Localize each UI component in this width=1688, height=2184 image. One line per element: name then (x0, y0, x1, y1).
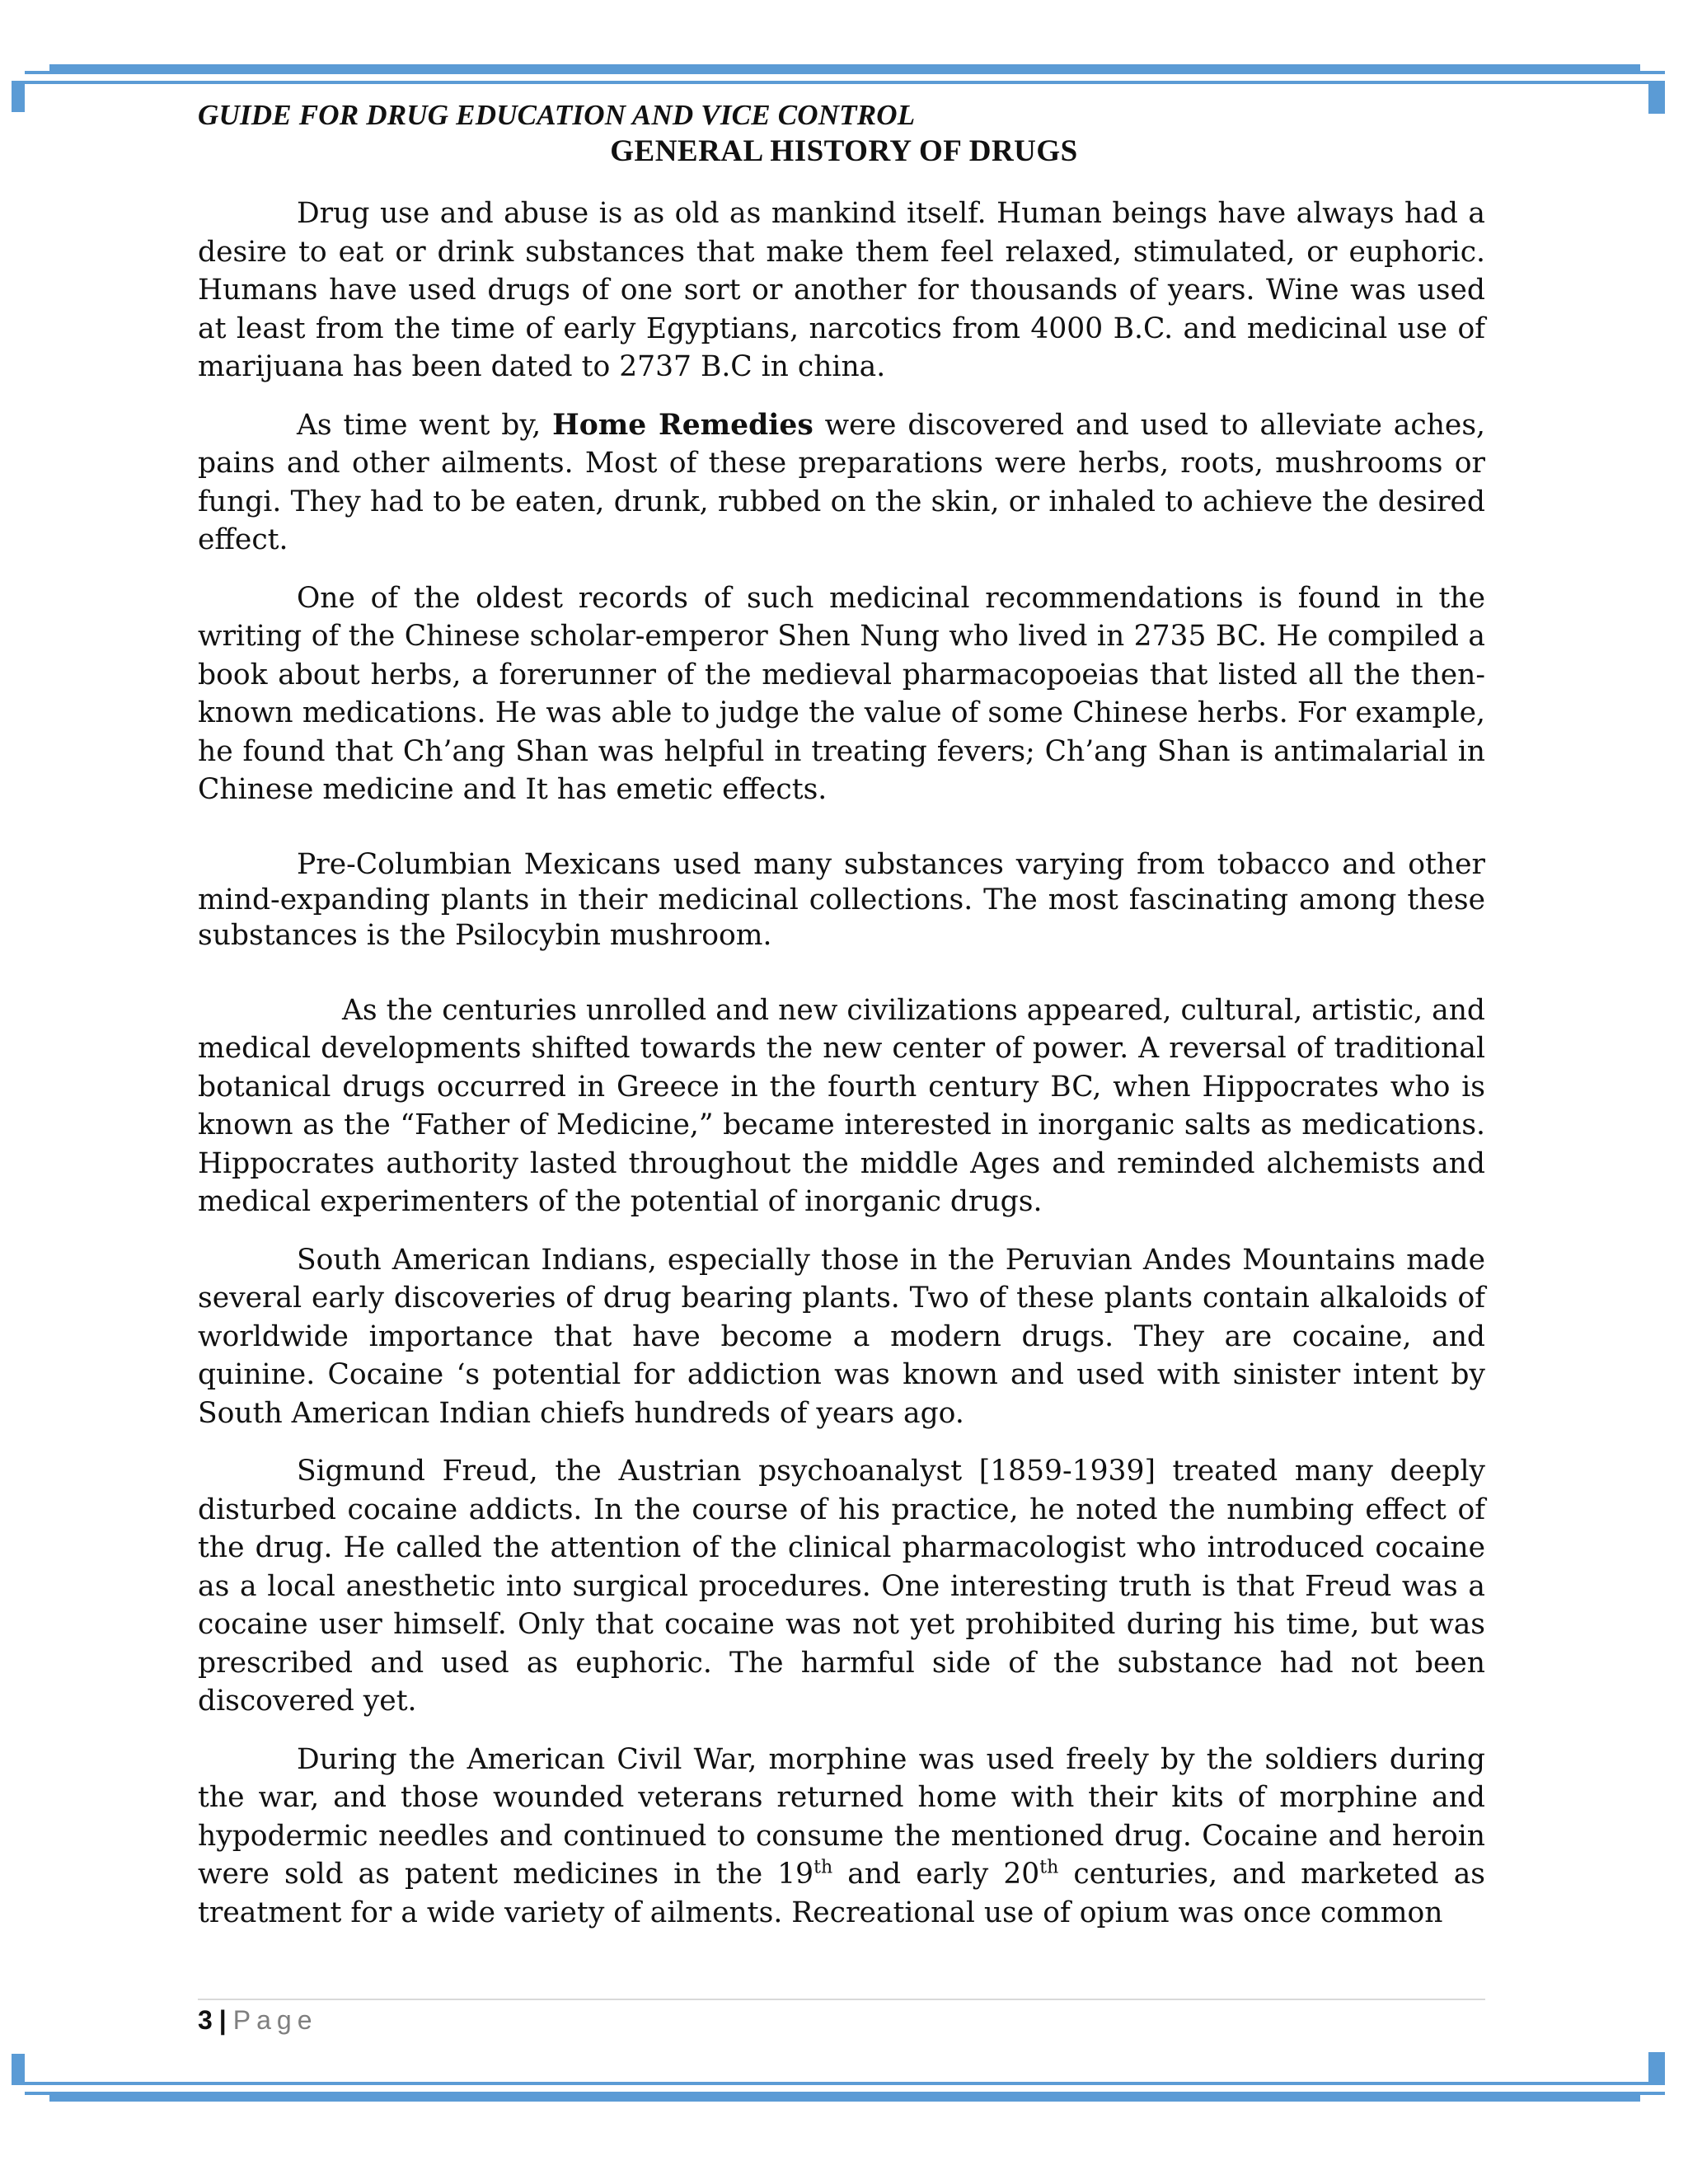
bottom-frame-bar-outer (49, 2092, 1640, 2102)
page-title: GENERAL HISTORY OF DRUGS (610, 134, 1078, 168)
paragraph: Pre-Columbian Mexicans used many substances varying from tobacco and other mind-expanding plants in their medicinal collections. The most fascinating among these substances is the Psilocybin mushroom. (198, 847, 1485, 952)
footer-separator: | (218, 2005, 227, 2035)
top-frame-bar-inner (25, 81, 1665, 84)
paragraph-text: centuries, and marketed as treatment for a wide variety of ailments. Recreational use of opium was once common (198, 1858, 1485, 1929)
paragraph: Drug use and abuse is as old as mankind itself. Human beings have always had a desire to eat or drink substances that make them feel relaxed, stimulated, or euphoric. Humans have used drugs of one sort or another for thousands of years. Wine was used at least from the time of early Egyptians, narcotics from 4000 B.C. and medicinal use of marijuana has been dated to 2737 B.C in china. (198, 197, 1485, 383)
top-frame-left-notch (25, 71, 49, 74)
paragraph (198, 1741, 1485, 1933)
top-frame-left-corner (12, 81, 25, 112)
paragraph: As the centuries unrolled and new civilizations appeared, cultural, artistic, and medical developments shifted towards the new center of power. A reversal of traditional botanical drugs occurred in Greece in the fourth century BC, when Hippocrates who is known as the “Father of Medicine,” became interested in inorganic salts as medications. Hippocrates authority lasted throughout the middle Ages and reminded alchemists and medical experimenters of the potential of inorganic drugs. (198, 993, 1485, 1218)
paragraph-text: During the American Civil War, morphine was used freely by the soldiers during the war, and those wounded veterans returned home with their kits of morphine and hypodermic needles and continued to consume the mentioned drug. Cocaine and heroin were sold as patent medicines in the 19 (198, 1742, 1485, 1891)
top-frame-right-notch (1640, 71, 1665, 74)
superscript: th (1039, 1857, 1059, 1878)
bottom-frame-right-notch (1640, 2092, 1665, 2095)
paragraph-text: As time went by, (297, 408, 553, 442)
document-body (198, 194, 1485, 1952)
page-label: Page (232, 2005, 318, 2035)
paragraph-text: were discovered and used to alleviate aches, pains and other ailments. Most of these preparations were herbs, roots, mushrooms or fungi. They had to be eaten, drunk, rubbed on the skin, or inhaled to achieve the desired effect. (198, 408, 1486, 556)
bottom-frame-right-corner (1648, 2052, 1665, 2085)
footer-divider (198, 1999, 1485, 2000)
top-frame-right-corner (1648, 81, 1665, 114)
paragraph: South American Indians, especially those in the Peruvian Andes Mountains made several early discoveries of drug bearing plants. Two of these plants contain alkaloids of worldwide importance that have become a modern drugs. They are cocaine, and quinine. Cocaine ‘s potential for addiction was known and used with sinister intent by South American Indian chiefs hundreds of years ago. (198, 1243, 1485, 1430)
paragraph: One of the oldest records of such medicinal recommendations is found in the writing of the Chinese scholar-emperor Shen Nung who lived in 2735 BC. He compiled a book about herbs, a forerunner of the medieval pharmacopoeias that listed all the then-known medications. He was able to judge the value of some Chinese herbs. For example, he found that Ch’ang Shan was helpful in treating fevers; Ch’ang Shan is antimalarial in Chinese medicine and It has emetic effects. (198, 581, 1485, 806)
paragraph-text: and early 20 (832, 1858, 1040, 1891)
paragraph: Sigmund Freud, the Austrian psychoanalyst [1859-1939] treated many deeply disturbed cocaine addicts. In the course of his practice, he noted the numbing effect of the drug. He called the attention of the clinical pharmacologist who introduced cocaine as a local anesthetic into surgical procedures. One interesting truth is that Freud was a cocaine user himself. Only that cocaine was not yet prohibited during his time, but was prescribed and used as euphoric. The harmful side of the substance had not been discovered yet. (198, 1455, 1485, 1718)
bold-term: Home Remedies (552, 408, 814, 442)
page-footer (198, 2005, 317, 2036)
top-frame-bar-outer (49, 64, 1640, 74)
bottom-frame-left-notch (25, 2092, 49, 2095)
running-header: GUIDE FOR DRUG EDUCATION AND VICE CONTROL (198, 99, 916, 131)
bottom-frame-left-corner (12, 2054, 25, 2085)
superscript: th (814, 1857, 833, 1878)
page-number: 3 (198, 2005, 213, 2035)
paragraph (198, 406, 1485, 560)
bottom-frame-bar-inner (25, 2082, 1665, 2085)
